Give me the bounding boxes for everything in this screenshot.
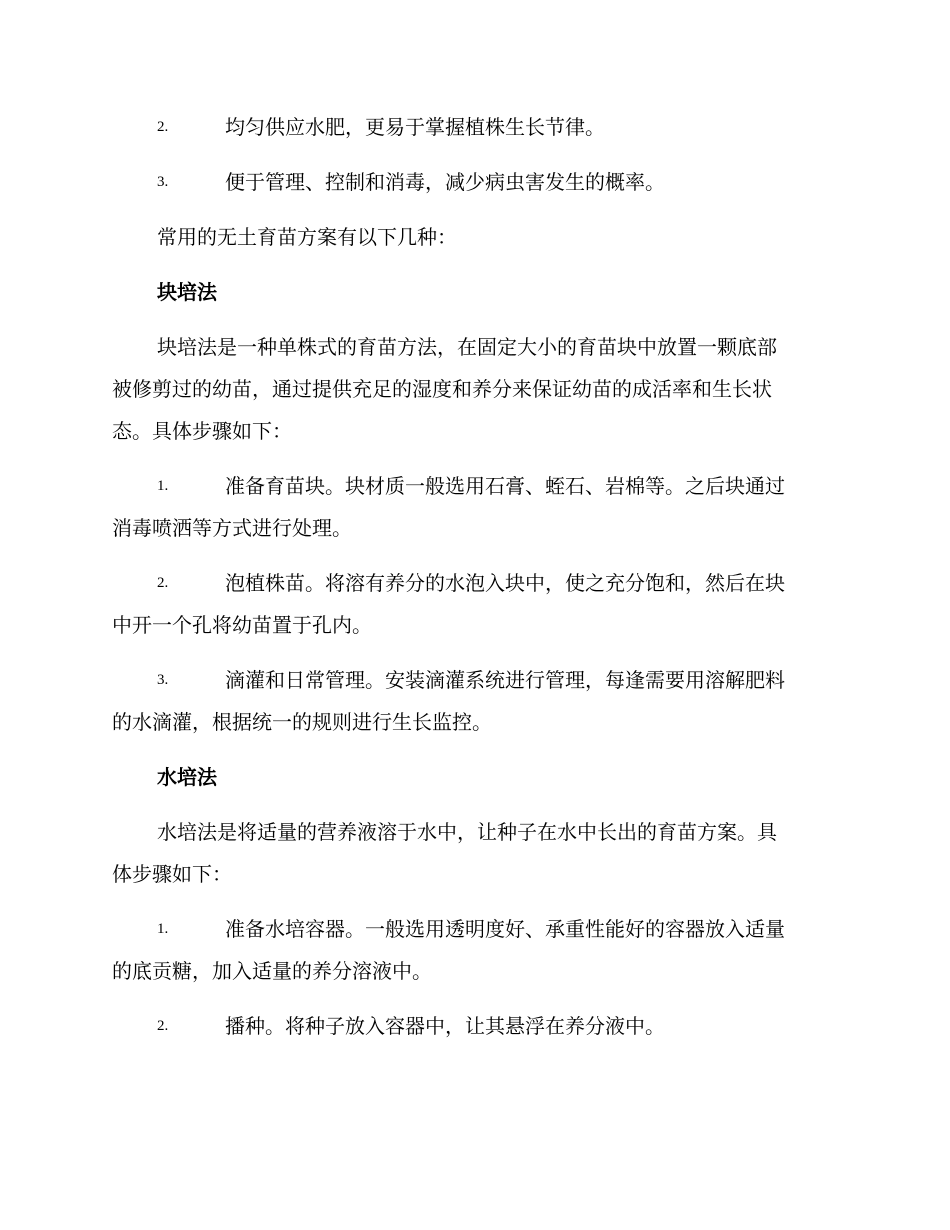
list-number: 1.: [157, 921, 169, 937]
methods-intro-paragraph: 常用的无土育苗方案有以下几种：: [157, 225, 457, 249]
list-item-text: 准备水培容器。一般选用透明度好、承重性能好的容器放入适量: [225, 917, 785, 941]
list-number: 3.: [157, 174, 169, 190]
paragraph-line: 水培法是将适量的营养液溶于水中，让种子在水中长出的育苗方案。具: [157, 820, 777, 844]
list-item-text: 滴灌和日常管理。安装滴灌系统进行管理，每逢需要用溶解肥料: [225, 668, 785, 692]
list-item-continuation: 中开一个孔将幼苗置于孔内。: [112, 613, 372, 637]
list-item-text: 泡植株苗。将溶有养分的水泡入块中，使之充分饱和，然后在块: [225, 571, 785, 595]
paragraph-line: 态。具体步骤如下：: [112, 419, 292, 443]
list-item-text: 便于管理、控制和消毒，减少病虫害发生的概率。: [225, 170, 665, 194]
list-number: 3.: [157, 672, 169, 688]
list-number: 2.: [157, 1018, 169, 1034]
list-number: 2.: [157, 575, 169, 591]
list-number: 2.: [157, 119, 169, 135]
paragraph-line: 被修剪过的幼苗，通过提供充足的湿度和养分来保证幼苗的成活率和生长状: [112, 377, 772, 401]
paragraph-line: 块培法是一种单株式的育苗方法，在固定大小的育苗块中放置一颗底部: [157, 335, 777, 359]
list-item-continuation: 的水滴灌，根据统一的规则进行生长监控。: [112, 710, 492, 734]
section-heading-block-method: 块培法: [157, 280, 217, 304]
section-heading-water-method: 水培法: [157, 765, 217, 789]
list-item-text: 准备育苗块。块材质一般选用石膏、蛭石、岩棉等。之后块通过: [225, 474, 785, 498]
list-item-text: 播种。将种子放入容器中，让其悬浮在养分液中。: [225, 1014, 665, 1038]
list-number: 1.: [157, 478, 169, 494]
paragraph-line: 体步骤如下：: [112, 862, 232, 886]
list-item-text: 均匀供应水肥，更易于掌握植株生长节律。: [225, 115, 605, 139]
list-item-continuation: 消毒喷洒等方式进行处理。: [112, 516, 352, 540]
list-item-continuation: 的底贡糖，加入适量的养分溶液中。: [112, 959, 432, 983]
